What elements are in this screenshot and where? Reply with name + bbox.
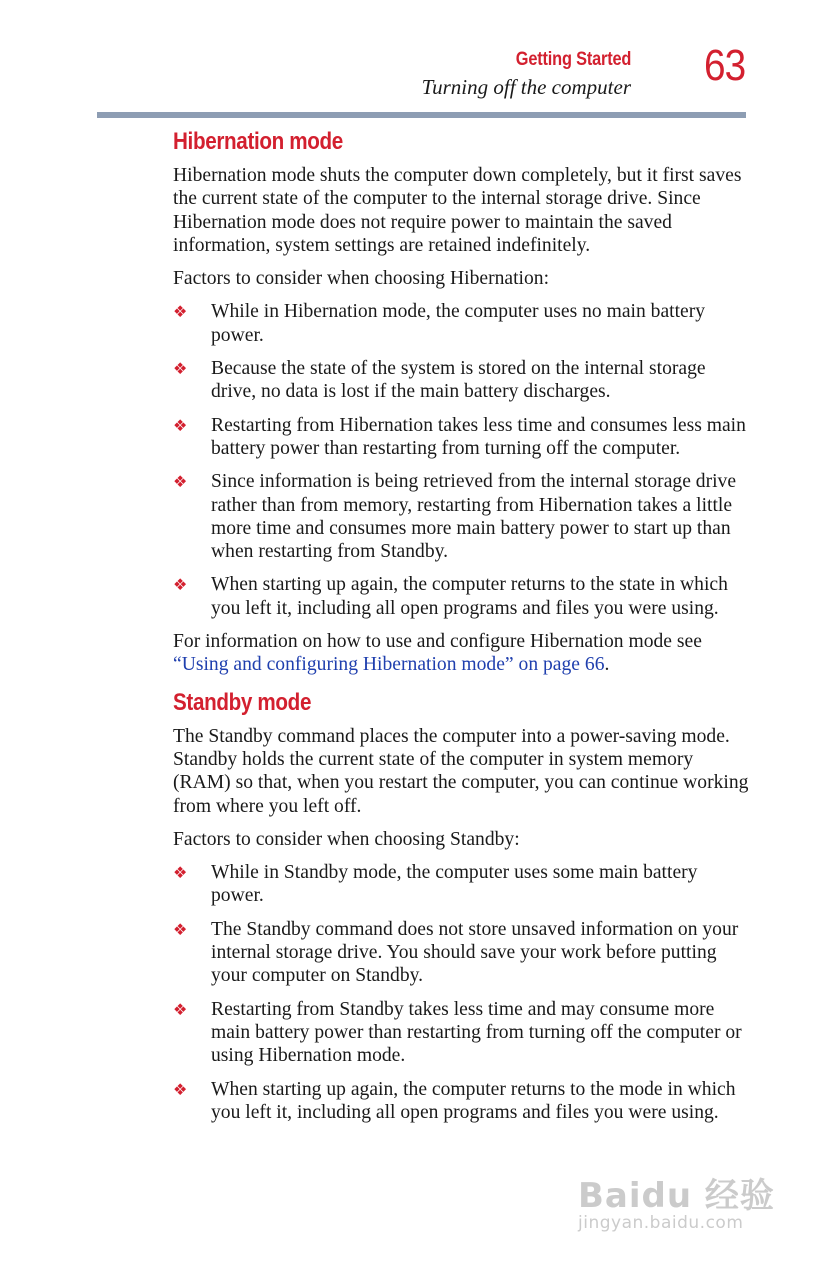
list-item: ❖ Restarting from Standby takes less time and may consume more main battery power than restarting from turning off the computer or using Hibernation mode.	[173, 998, 742, 1067]
hibernation-heading: Hibernation mode	[173, 128, 343, 155]
diamond-bullet-icon: ❖	[173, 415, 188, 435]
hibernation-info-paragraph: For information on how to use and configure Hibernation mode see “Using and configuring Hibernation mode” on page 66.	[173, 631, 702, 676]
watermark-url: jingyan.baidu.com	[578, 1213, 744, 1233]
header-section-subtitle: Turning off the computer	[421, 75, 631, 99]
diamond-bullet-icon: ❖	[173, 999, 188, 1019]
baidu-watermark	[578, 1168, 775, 1233]
list-item: ❖ Since information is being retrieved from the internal storage drive rather than from memory, restarting from Hibernation takes a little more time and consumes more main battery power to start up than when restarting from Standby.	[173, 471, 737, 563]
list-item: ❖ Restarting from Hibernation takes less time and consumes less main battery power than restarting from turning off the computer.	[173, 414, 746, 459]
header-chapter-title: Getting Started	[515, 49, 631, 70]
diamond-bullet-icon: ❖	[173, 575, 188, 595]
standby-bullet-list	[173, 861, 753, 1124]
diamond-bullet-icon: ❖	[173, 472, 188, 492]
list-item: ❖ While in Standby mode, the computer uses some main battery power.	[173, 862, 698, 907]
header-divider	[97, 112, 746, 118]
diamond-bullet-icon: ❖	[173, 302, 188, 322]
standby-heading: Standby mode	[173, 688, 312, 716]
diamond-bullet-icon: ❖	[173, 359, 188, 379]
page-content	[173, 124, 753, 1124]
list-item: ❖ When starting up again, the computer returns to the mode in which you left it, including all open programs and files you were using.	[173, 1078, 736, 1123]
watermark-logo-text: Baidu 经验	[578, 1176, 775, 1216]
list-item: ❖ The Standby command does not store unsaved information on your internal storage drive. You should save your work before putting your computer on Standby.	[173, 918, 739, 987]
list-item: ❖ When starting up again, the computer returns to the state in which you left it, including all open programs and files you were using.	[173, 574, 728, 619]
hibernation-config-link[interactable]: “Using and configuring Hibernation mode” on page 66	[173, 654, 605, 676]
diamond-bullet-icon: ❖	[173, 863, 188, 883]
list-item: ❖ Because the state of the system is stored on the internal storage drive, no data is lost if the main battery discharges.	[173, 358, 706, 403]
diamond-bullet-icon: ❖	[173, 919, 188, 939]
standby-factors-lead: Factors to consider when choosing Standby:	[173, 828, 520, 850]
hibernation-bullet-list	[173, 300, 753, 620]
list-item: ❖ While in Hibernation mode, the computer uses no main battery power.	[173, 301, 706, 346]
hibernation-intro: Hibernation mode shuts the computer down completely, but it first saves the current state of the computer to the internal storage drive. Since Hibernation mode does not require power to maintain the saved information, system settings are retained indefinitely.	[173, 165, 742, 256]
page-number: 63	[704, 41, 746, 90]
diamond-bullet-icon: ❖	[173, 1079, 188, 1099]
hibernation-factors-lead: Factors to consider when choosing Hibernation:	[173, 268, 550, 290]
standby-intro: The Standby command places the computer into a power-saving mode. Standby holds the current state of the computer in system memory (RAM) so that, when you restart the computer, you can continue working from where you left off.	[173, 725, 749, 817]
